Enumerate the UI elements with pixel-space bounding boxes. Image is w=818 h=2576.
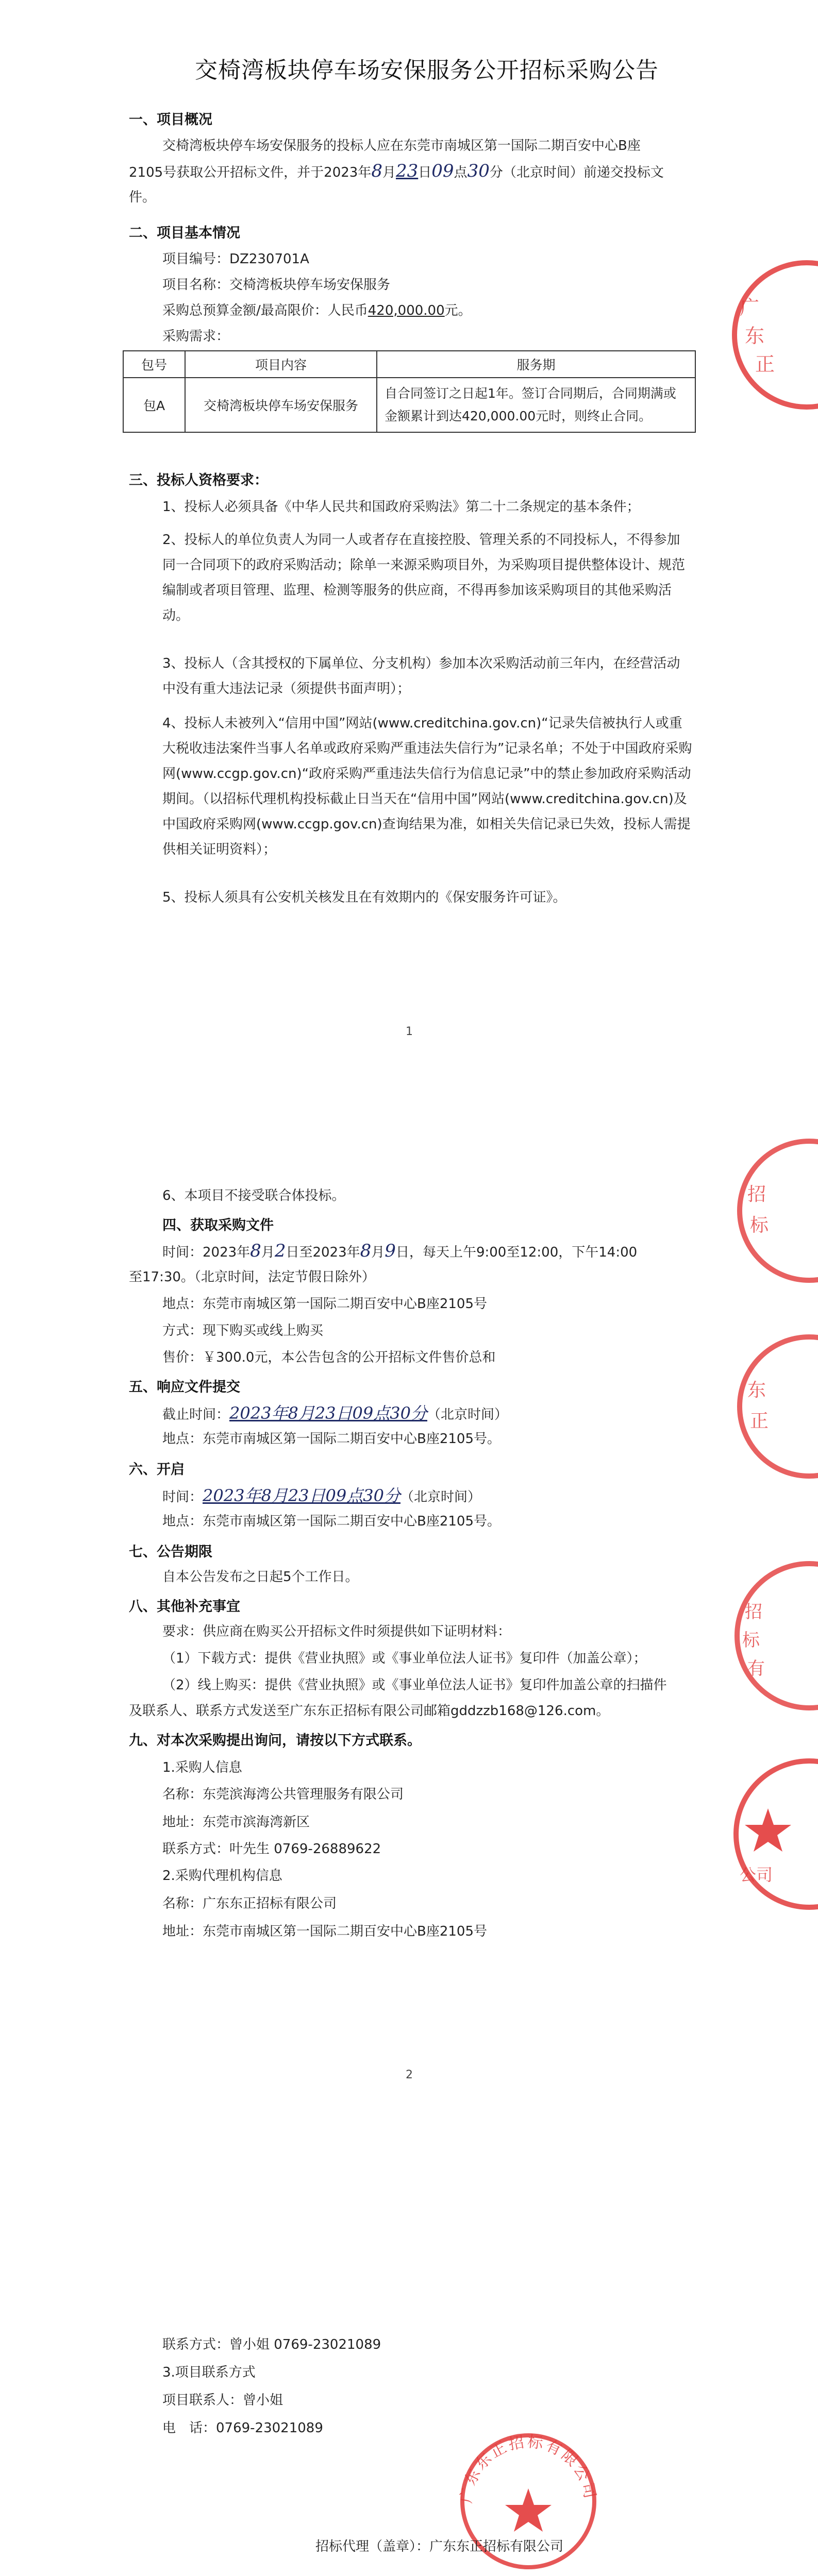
qualification-item-1: 1、投标人必须具备《中华人民共和国政府采购法》第二十二条规定的基本条件； [162, 499, 640, 515]
handwritten-deadline: 2023年8月23日09点30分 [229, 1403, 427, 1423]
handwritten-minute: 30 [467, 161, 490, 181]
svg-text:正: 正 [755, 353, 775, 376]
svg-text:公司: 公司 [740, 1865, 773, 1885]
section-4-heading: 四、获取采购文件 [162, 1217, 274, 1233]
table-row [123, 378, 695, 432]
svg-text:招: 招 [745, 1602, 762, 1622]
page-2 [0, 1133, 818, 2287]
section-3-heading: 三、投标人资格要求： [129, 472, 268, 488]
qualification-item-6: 6、本项目不接受联合体投标。 [162, 1188, 345, 1204]
qualification-item-5: 5、投标人须具有公安机关核发且在有效期内的《保安服务许可证》。 [162, 890, 566, 905]
svg-text:标: 标 [742, 1630, 760, 1651]
supplement-line-3: 及联系人、联系方式发送至广东东正招标有限公司邮箱gddzzb168@126.com。 [129, 1703, 610, 1719]
company-seal-partial [719, 1329, 818, 1484]
document-place: 地点：东莞市南城区第一国际二期百安中心B座2105号 [162, 1296, 488, 1312]
qualification-item-2: 2、投标人的单位负责人为同一人或者存在直接控股、管理关系的不同投标人，不得参加同一合同项下的政府采购活动；除单一来源采购项目外，为采购项目提供整体设计、规范编制或者项目管理、监理、检测等服务的供应商，不得再参加该采购项目的其他采购活动。 [162, 532, 686, 623]
supplement-line-2: （2）线上购买：提供《营业执照》或《事业单位法人证书》复印件加盖公章的扫描件 [162, 1677, 667, 1693]
overview-line-3: 件。 [129, 190, 156, 205]
company-seal-partial [709, 252, 818, 417]
project-contact-person: 项目联系人：曾小姐 [162, 2393, 283, 2408]
svg-text:有: 有 [747, 1658, 765, 1679]
opening-place: 地点：东莞市南城区第一国际二期百安中心B座2105号。 [162, 1514, 501, 1529]
table-cell-period: 自合同签订之日起1年。签订合同期后，合同期满或金额累计到达420,000.00元时，则终止合同。 [377, 378, 695, 432]
table-header-row [123, 351, 695, 378]
table-cell-package: 包A [123, 378, 185, 432]
project-budget: 采购总预算金额/最高限价：人民币420,000.00元。 [162, 303, 472, 318]
svg-text:招: 招 [747, 1184, 766, 1205]
section-5-heading: 五、响应文件提交 [129, 1379, 240, 1395]
qualification-item-4: 4、投标人未被列入“信用中国”网站(www.creditchina.gov.cn)“记录失信被执行人或重大税收违法案件当事人名单或政府采购严重违法失信行为”记录名单；不处于中国政府采购网(www.ccgp.gov.cn)“政府采购严重违法失信行为信息记录”中的禁止参加政府采购活动期间。（以招标代理机构投标截止日当天在“信用中国”网站(www.creditchina.gov.cn)及中国政府采购网(www.ccgp.gov.cn)查询结果为准，如相关失信记录已失效，投标人需提供相关证明资料）； [162, 716, 692, 857]
svg-text:标: 标 [750, 1215, 769, 1236]
page-number: 2 [406, 2069, 413, 2081]
qualification-item-3: 3、投标人（含其授权的下属单位、分支机构）参加本次采购活动前三年内，在经营活动中没有重大违法记录（须提供书面声明）； [162, 656, 680, 697]
requirements-label: 采购需求： [162, 329, 230, 344]
project-name: 项目名称：交椅湾板块停车场安保服务 [162, 277, 391, 293]
section-6-heading: 六、开启 [129, 1462, 185, 1478]
buyer-name: 名称：东莞滨海湾公共管理服务有限公司 [162, 1787, 404, 1802]
agency-name: 名称：广东东正招标有限公司 [162, 1896, 337, 1911]
document-method: 方式：现下购买或线上购买 [162, 1323, 324, 1338]
budget-amount: 420,000.00 [368, 303, 445, 318]
section-1-heading: 一、项目概况 [129, 112, 212, 128]
handwritten-opening: 2023年8月23日09点30分 [203, 1486, 400, 1505]
supplement-line-1: （1）下载方式：提供《营业执照》或《事业单位法人证书》复印件（加盖公章）； [162, 1651, 647, 1666]
table-header: 服务期 [377, 351, 695, 378]
overview-line-2: 2105号获取公开招标文件，并于2023年8月23日09点30分（北京时间）前递交投标文 [129, 161, 664, 181]
document-time-line-2: 至17:30。（北京时间，法定节假日除外） [129, 1269, 375, 1285]
handwritten-hour: 09 [431, 161, 454, 181]
section-9-heading: 九、对本次采购提出询问，请按以下方式联系。 [129, 1733, 421, 1749]
notice-period: 自本公告发布之日起5个工作日。 [162, 1569, 359, 1585]
document-title: 交椅湾板块停车场安保服务公开招标采购公告 [195, 57, 659, 83]
page-1 [0, 0, 818, 1133]
section-2-heading: 二、项目基本情况 [129, 225, 240, 241]
handwritten-day: 23 [396, 161, 419, 181]
document-price: 售价：￥300.0元，本公告包含的公开招标文件售价总和 [162, 1350, 496, 1365]
svg-text:广东东正招标有限公司: 广东东正招标有限公司 [457, 2432, 599, 2505]
document-time-line-1: 时间：2023年8月2日至2023年8月9日，每天上午9:00至12:00，下午14:00 [162, 1241, 638, 1261]
section-7-heading: 七、公告期限 [129, 1544, 212, 1560]
project-contact-heading: 3.项目联系方式 [162, 2365, 256, 2380]
company-seal-partial [719, 1752, 818, 1917]
buyer-address: 地址：东莞市滨海湾新区 [162, 1815, 310, 1830]
project-contact-phone: 电 话：0769-23021089 [162, 2420, 323, 2436]
submission-deadline: 截止时间：2023年8月23日09点30分（北京时间） [162, 1403, 508, 1423]
table-header: 包号 [123, 351, 185, 378]
agency-contact: 联系方式：曾小姐 0769-23021089 [162, 2337, 381, 2352]
page-number: 1 [406, 1025, 413, 1038]
supplement-requirement: 要求：供应商在购买公开招标文件时须提供如下证明材料： [162, 1624, 511, 1639]
svg-text:东: 东 [745, 325, 765, 347]
project-code: 项目编号：DZ230701A [162, 251, 309, 267]
table-header: 项目内容 [185, 351, 377, 378]
buyer-contact: 联系方式：叶先生 0769-26889622 [162, 1841, 381, 1857]
overview-line-1: 交椅湾板块停车场安保服务的投标人应在东莞市南城区第一国际二期百安中心B座 [162, 138, 641, 154]
svg-text:东: 东 [747, 1380, 766, 1401]
agency-signature: 招标代理（盖章）：广东东正招标有限公司 [315, 2539, 564, 2554]
svg-text:正: 正 [750, 1411, 769, 1432]
requirements-table [123, 350, 696, 433]
handwritten-month: 8 [371, 161, 382, 181]
page-3 [0, 2287, 818, 2576]
table-cell-content: 交椅湾板块停车场安保服务 [185, 378, 377, 432]
agency-address: 地址：东莞市南城区第一国际二期百安中心B座2105号 [162, 1924, 488, 1939]
opening-time: 时间：2023年8月23日09点30分（北京时间） [162, 1486, 481, 1505]
submission-place: 地点：东莞市南城区第一国际二期百安中心B座2105号。 [162, 1431, 501, 1447]
section-8-heading: 八、其他补充事宜 [129, 1599, 240, 1615]
company-seal-partial [719, 1133, 818, 1288]
agency-info-heading: 2.采购代理机构信息 [162, 1868, 282, 1884]
company-seal-partial [719, 1556, 818, 1716]
buyer-info-heading: 1.采购人信息 [162, 1760, 242, 1775]
svg-text:广: 广 [740, 296, 760, 319]
